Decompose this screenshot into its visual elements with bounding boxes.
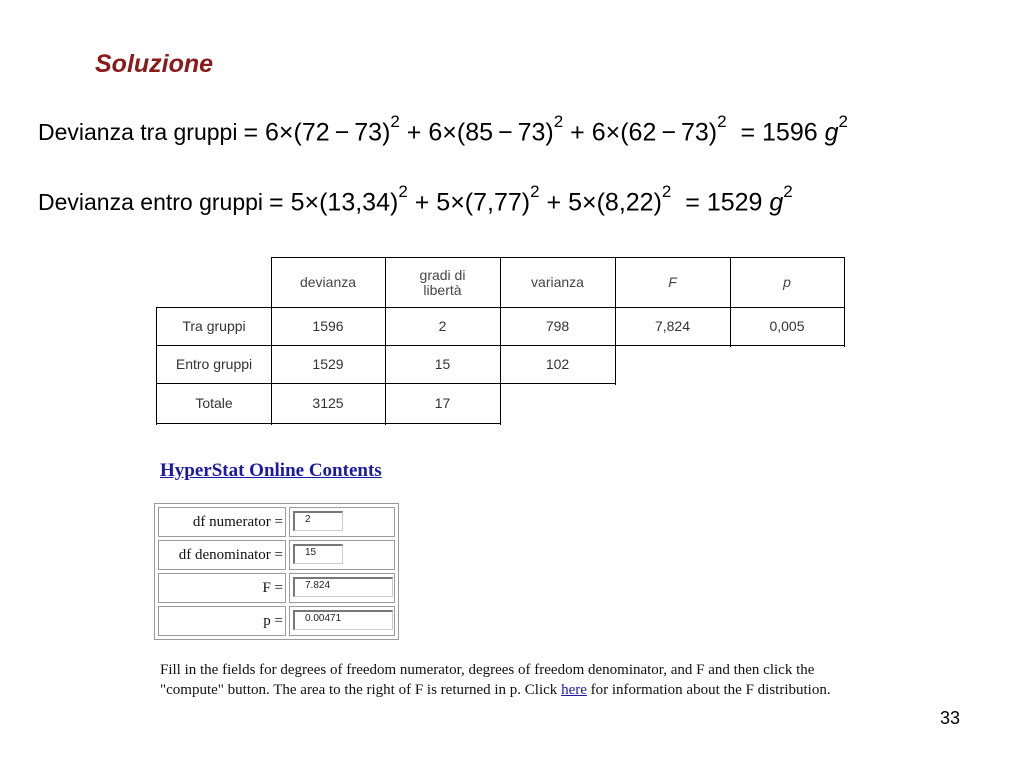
df-denominator-label: df denominator =	[158, 540, 286, 570]
cell-devianza: 1529	[312, 356, 344, 372]
df-numerator-row	[158, 507, 395, 537]
df-denominator-input[interactable]: 15	[293, 544, 343, 564]
p-value-input[interactable]: 0.00471	[293, 610, 393, 630]
hyperstat-contents-link[interactable]: HyperStat Online Contents	[160, 460, 382, 481]
cell-varianza: 102	[545, 356, 570, 372]
equation-result: 1529	[706, 188, 763, 217]
cell-gradi: 2	[438, 318, 447, 334]
cell-devianza: 3125	[312, 395, 344, 411]
f-value-row	[158, 573, 395, 603]
row-label: Totale	[195, 395, 233, 411]
df-numerator-input[interactable]: 2	[293, 511, 343, 531]
df-numerator-label: df numerator =	[158, 507, 286, 537]
header-devianza: devianza	[299, 274, 357, 290]
cell-varianza: 798	[545, 318, 570, 334]
header-p: p	[783, 274, 791, 290]
header-gradi-di-liberta: gradi di libertà	[419, 266, 466, 298]
f-value-input[interactable]: 7.824	[293, 577, 393, 597]
cell-gradi: 17	[434, 395, 451, 411]
cell-f: 7,824	[654, 318, 691, 334]
cell-p: 0,005	[769, 318, 805, 334]
row-label: Tra gruppi	[182, 318, 246, 334]
p-value-label: p =	[158, 606, 286, 636]
header-varianza: varianza	[531, 274, 584, 290]
p-value-row	[158, 606, 395, 636]
cell-devianza: 1596	[312, 318, 344, 334]
equation-formula: = $5\times(13,34)^2 + 5\times(7,77)^2 + 5\times(8,22)^2 = 1529$ $g^2$	[269, 182, 793, 217]
equation-result: 1596	[762, 118, 818, 147]
equation-within-groups	[38, 182, 793, 217]
form-description: Fill in the fields for degrees of freedom numerator, degrees of freedom denominator, and F and then click the "compute" button. The area to the right of F is returned in p. Click here for information about the F distribution.	[160, 662, 831, 698]
slide-title: Soluzione	[95, 50, 214, 78]
page-number: 33	[940, 708, 961, 728]
row-label: Entro gruppi	[175, 356, 253, 372]
f-distribution-form	[154, 503, 399, 640]
f-value-label: F =	[158, 573, 286, 603]
cell-gradi: 15	[434, 356, 451, 372]
equation-formula: = $6\times(72 - 73)^2 + 6\times(85 - 73)^2 + 6\times(62 - 73)^2 = 1596$ $g^2$	[243, 112, 848, 147]
equation-between-groups	[38, 112, 848, 147]
equation-label: Devianza entro gruppi	[38, 189, 264, 216]
f-distribution-info-link[interactable]: here	[561, 682, 587, 698]
anova-table	[156, 257, 846, 427]
equation-label: Devianza tra gruppi	[38, 119, 238, 146]
df-denominator-row	[158, 540, 395, 570]
header-f: F	[668, 274, 677, 290]
